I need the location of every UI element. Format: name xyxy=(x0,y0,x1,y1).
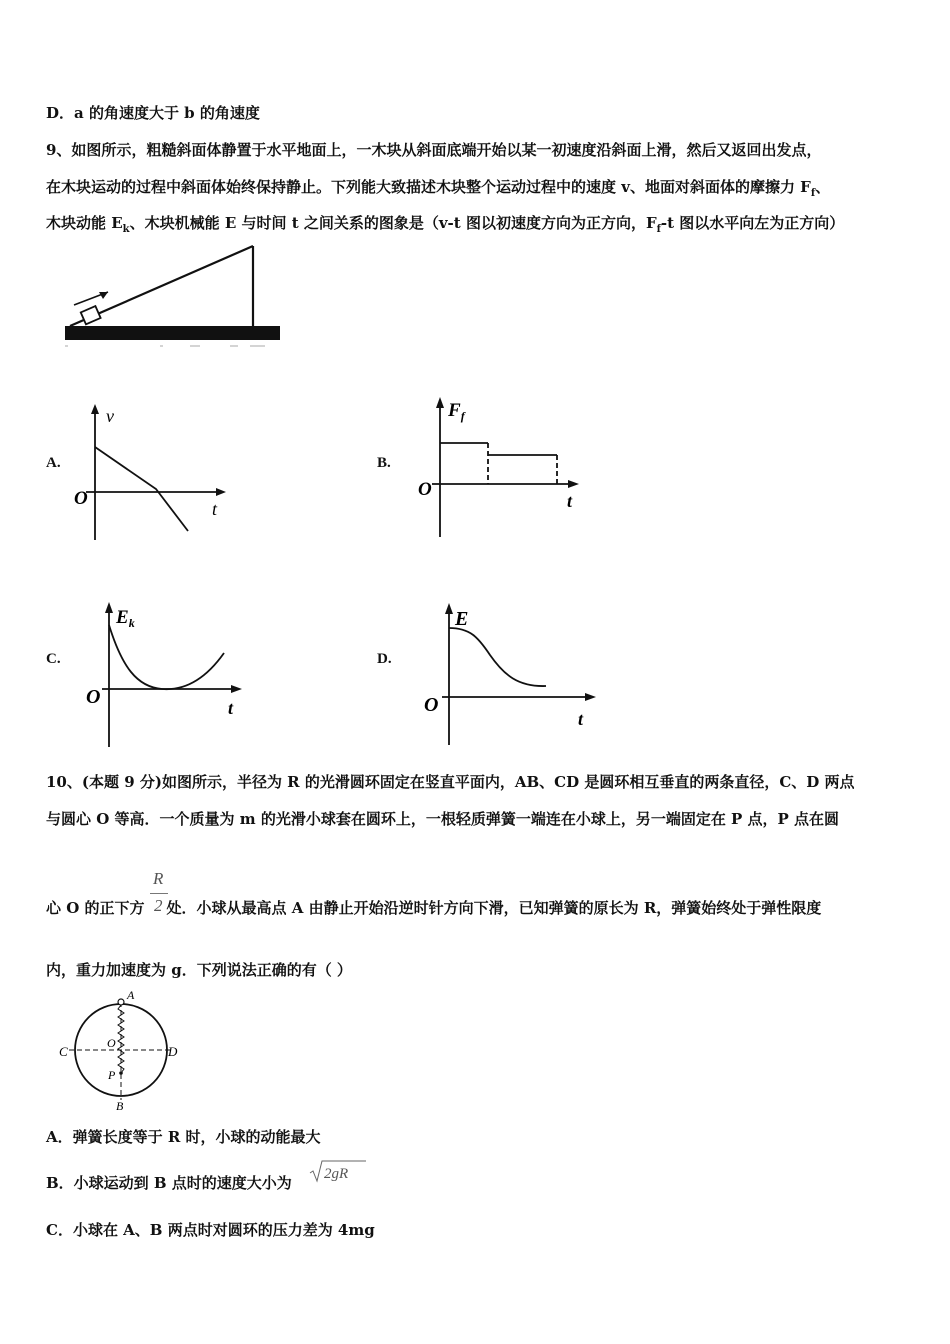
q10-line-3-post: 处．小球从最高点 A 由静止开始沿逆时针方向下滑，已知弹簧的原长为 R，弹簧始终处于弹性限度 xyxy=(166,899,822,917)
graph-a-x-label: t xyxy=(212,499,218,519)
graph-a-y-label: v xyxy=(106,406,114,426)
point-p-label: P xyxy=(108,1068,116,1082)
graph-c-y-label: E xyxy=(116,607,129,628)
graph-d-x-label: t xyxy=(578,709,584,729)
svg-text:Ek xyxy=(115,607,135,630)
graph-c-y-sub: k xyxy=(128,616,135,630)
q9-line-3-rest: 、木块机械能 E 与时间 t 之间关系的图象是（v-t 图以初速度方向为正方向，F xyxy=(129,214,657,232)
q9-line-3-end: -t 图以水平向左为正方向） xyxy=(660,214,845,232)
q9-line-3-text: 木块动能 E xyxy=(46,214,123,232)
q10-line-2: 与圆心 O 等高．一个质量为 m 的光滑小球套在圆环上，一根轻质弹簧一端连在小球上，另一端固定在 P 点，P 点在圆 xyxy=(46,810,840,828)
graph-b-x-label: t xyxy=(567,491,573,511)
q9-line-2 xyxy=(46,176,830,199)
frac-denominator: 2 xyxy=(154,896,163,915)
graph-a-vt xyxy=(66,400,236,545)
point-b-label: B xyxy=(116,1099,124,1113)
graph-b-y-label: F xyxy=(448,400,461,421)
graph-d-et xyxy=(420,597,600,749)
graph-b-y-sub: f xyxy=(460,409,465,423)
graph-c-ekt xyxy=(82,597,252,752)
q9-option-c-label: C. xyxy=(46,651,61,667)
frac-bar xyxy=(150,893,168,894)
q9-line-2-sub: f xyxy=(810,188,816,199)
q9-line-3 xyxy=(46,212,844,235)
svg-text:Ff xyxy=(447,400,466,423)
q10-option-b xyxy=(46,1172,292,1193)
q10-line-4: 内，重力加速度为 g．下列说法正确的有（ ） xyxy=(46,961,352,979)
frac-numerator: R xyxy=(153,869,164,888)
graph-d-y-label: E xyxy=(455,608,469,630)
point-a-label: A xyxy=(127,988,135,1002)
graph-c-origin: O xyxy=(86,686,101,708)
q8-option-d: D．a 的角速度大于 b 的角速度 xyxy=(46,104,260,122)
q9-line-2-end: 、 xyxy=(815,178,831,196)
graph-d-origin: O xyxy=(424,694,439,716)
q9-line-3-sub2: f xyxy=(656,224,661,235)
point-o-label: O xyxy=(107,1036,116,1050)
q10-option-a: A．弹簧长度等于 R 时，小球的动能最大 xyxy=(46,1128,321,1146)
q9-line-1: 9、如图所示，粗糙斜面体静置于水平地面上，一木块从斜面底端开始以某一初速度沿斜面上滑，然后又返回出发点， xyxy=(46,141,822,159)
circle-spring-diagram xyxy=(55,988,185,1113)
q9-option-d-label: D. xyxy=(377,651,392,667)
q10-line-3-pre: 心 O 的正下方 xyxy=(46,899,145,917)
incline-diagram xyxy=(60,238,285,353)
q9-line-2-text: 在木块运动的过程中斜面体始终保持静止。下列能大致描述木块整个运动过程中的速度 v、地面对斜面体的摩擦力 F xyxy=(46,178,811,196)
sqrt-2gR-formula xyxy=(308,1158,368,1184)
graph-c-x-label: t xyxy=(228,698,234,718)
point-c-label: C xyxy=(59,1044,68,1059)
graph-b-ft xyxy=(412,392,592,542)
q9-line-3-sub: k xyxy=(122,224,130,235)
q10-line-1: 10、(本题 9 分)如图所示，半径为 R 的光滑圆环固定在竖直平面内，AB、CD 是圆环相互垂直的两条直径，C、D 两点 xyxy=(46,773,855,791)
graph-b-origin: O xyxy=(418,479,432,500)
q10-option-b-text: B．小球运动到 B 点时的速度大小为 xyxy=(46,1174,292,1192)
q9-option-b-label: B. xyxy=(377,455,391,471)
graph-a-origin: O xyxy=(74,488,88,509)
point-d-label: D xyxy=(168,1044,178,1059)
q9-option-a-label: A. xyxy=(46,455,61,471)
sqrt-radicand: 2gR xyxy=(324,1166,349,1182)
q10-option-c: C．小球在 A、B 两点时对圆环的压力差为 4mg xyxy=(46,1221,375,1239)
